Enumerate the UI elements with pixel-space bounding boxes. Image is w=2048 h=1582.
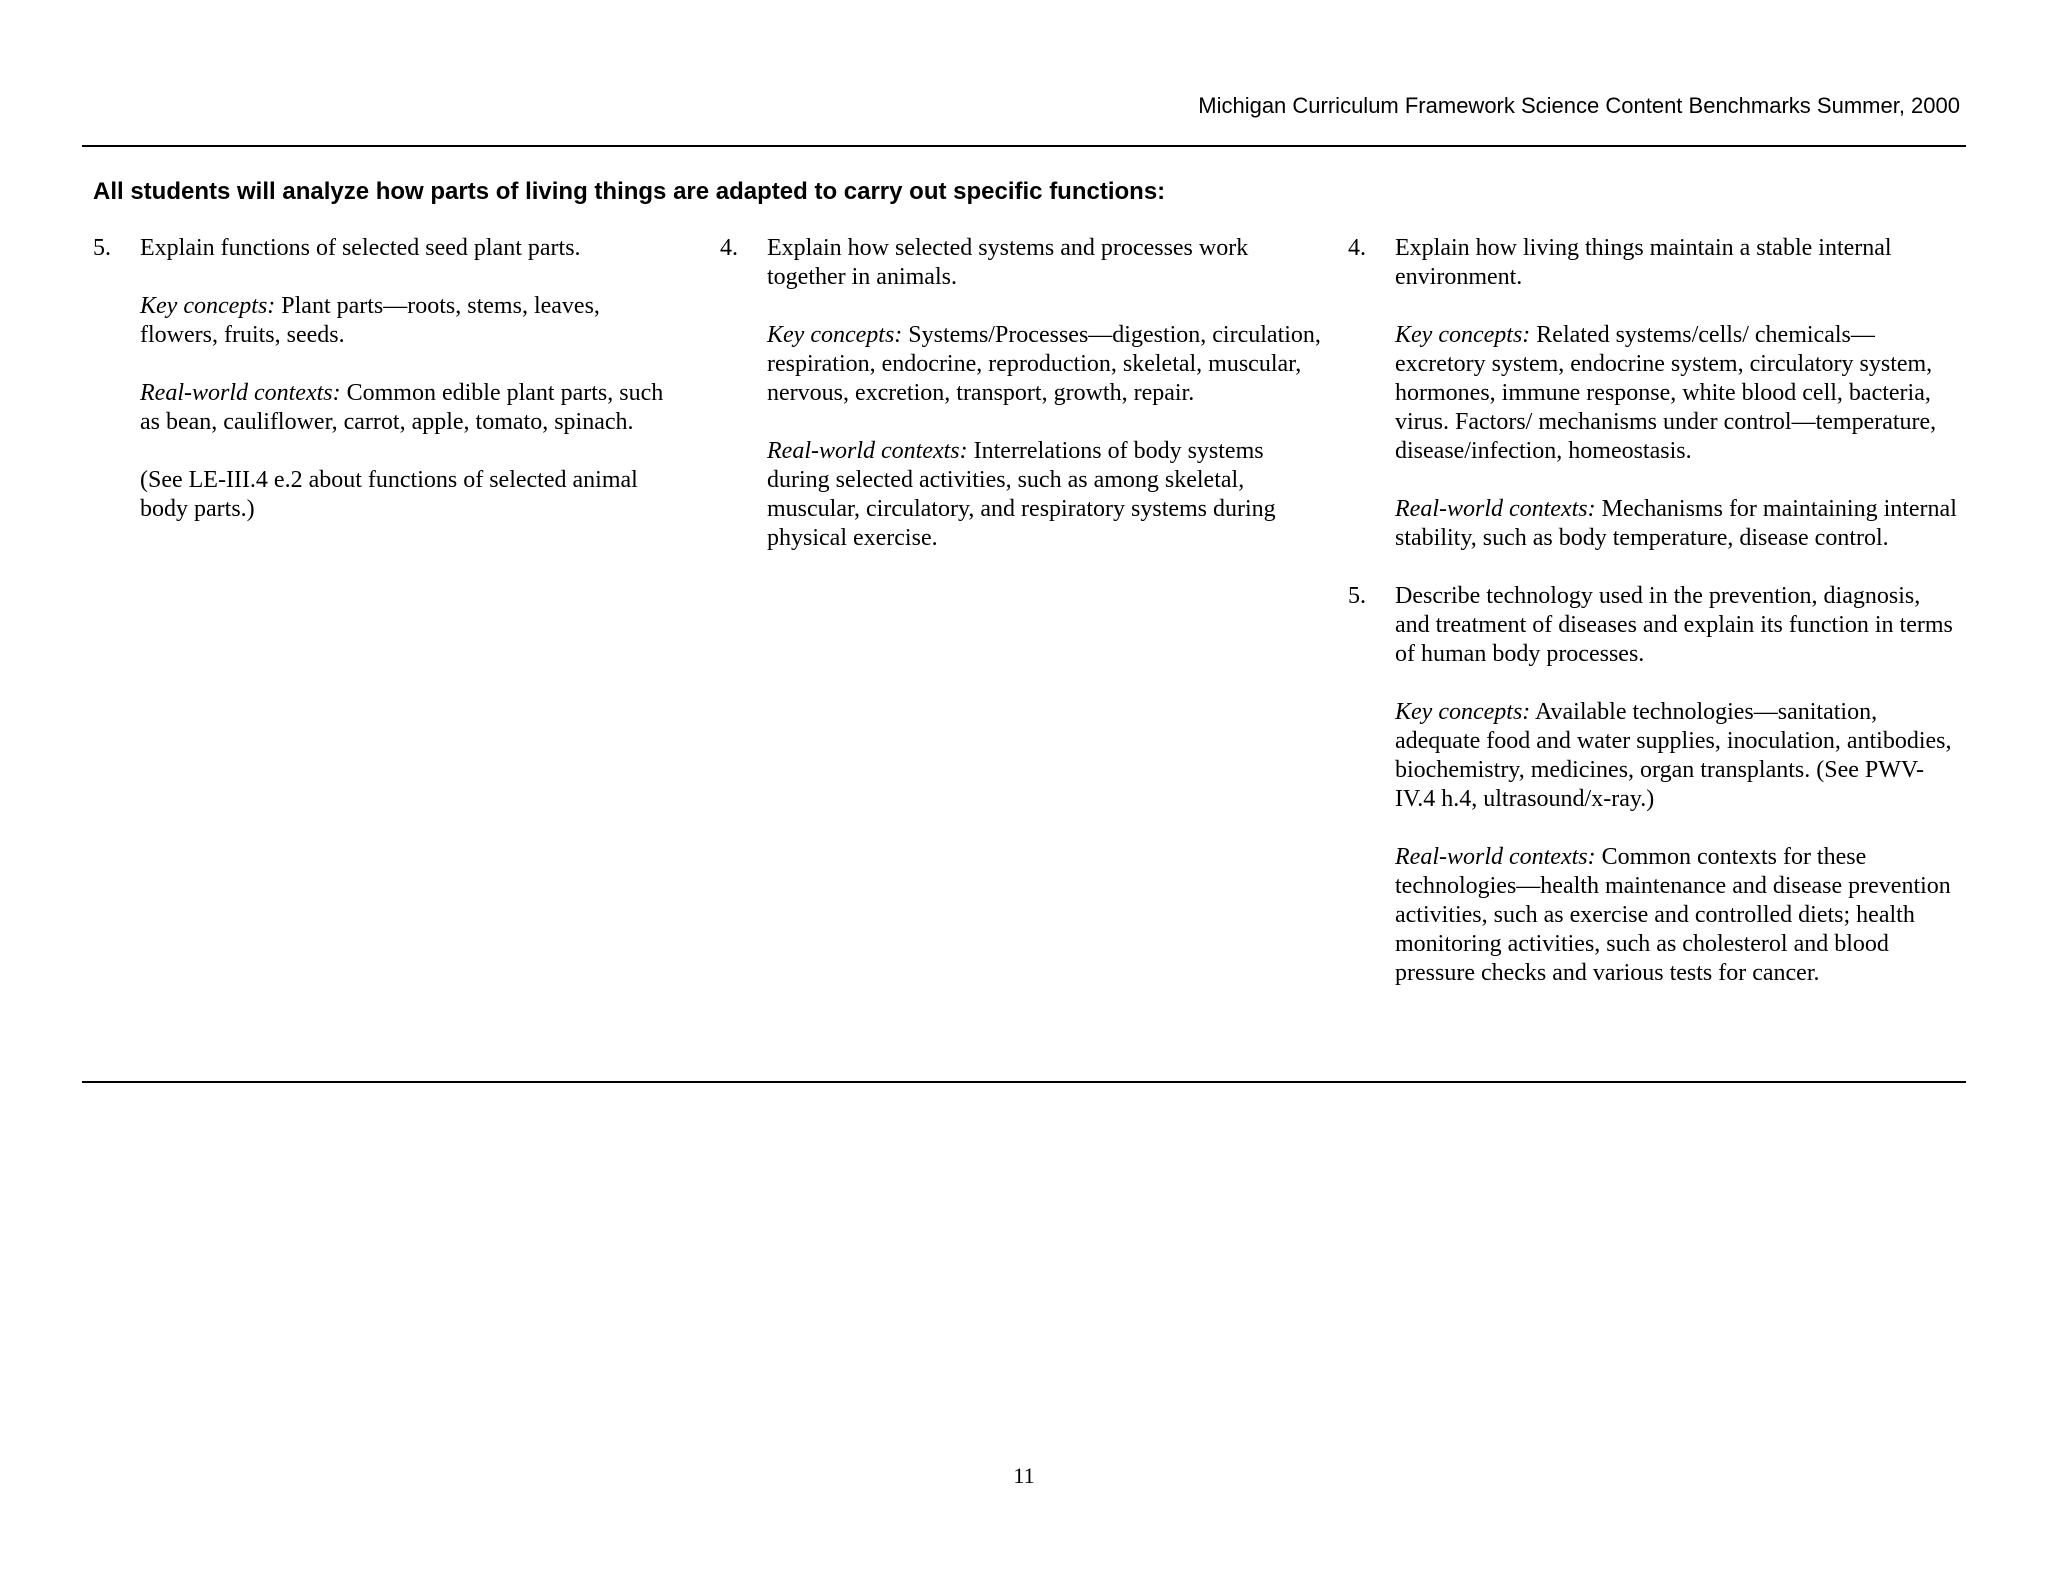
benchmark-column-2: [720, 234, 1324, 582]
benchmark-item: [93, 234, 683, 524]
key-concepts-text: Available technologies—sanitation, adequate food and water supplies, inoculation, antibodies, biochemistry, medicines, organ transplants. (See PWV-IV.4 h.4, ultrasound/x-ray.): [1395, 699, 1952, 812]
key-concepts-label: Key concepts:: [767, 322, 903, 348]
page-number: 11: [1013, 1463, 1035, 1488]
document-header: Michigan Curriculum Framework Science Content Benchmarks Summer, 2000: [1198, 93, 1960, 118]
benchmark-item: [720, 234, 1324, 553]
key-concepts-text: Related systems/cells/ chemicals—excretory system, endocrine system, circulatory system, hormones, immune response, white blood cell, bacteria, virus. Factors/ mechanisms under control—temperature, disease/infection, homeostasis.: [1395, 322, 1937, 464]
key-concepts: [1395, 321, 1958, 466]
bottom-divider: [82, 1081, 1966, 1083]
key-concepts-label: Key concepts:: [140, 293, 276, 319]
item-statement: Explain how selected systems and processes work together in animals.: [767, 235, 1249, 290]
benchmark-item: [1348, 234, 1958, 553]
item-number: 5.: [93, 235, 111, 261]
benchmark-column-3: [1348, 234, 1958, 1017]
real-world-contexts-text: Common contexts for these technologies—health maintenance and disease prevention activities, such as exercise and controlled diets; health monitoring activities, such as cholesterol and blood pressure checks and various tests for cancer.: [1395, 844, 1951, 986]
item-number: 4.: [720, 235, 738, 261]
key-concepts: [767, 321, 1324, 408]
key-concepts-text: Systems/Processes—digestion, circulation, respiration, endocrine, reproduction, skeletal, muscular, nervous, excretion, transport, growth, repair.: [767, 322, 1321, 406]
real-world-contexts: [140, 379, 683, 437]
item-number: 4.: [1348, 235, 1366, 261]
key-concepts-label: Key concepts:: [1395, 322, 1531, 348]
benchmark-item: [1348, 582, 1958, 988]
real-world-contexts: [767, 437, 1324, 553]
item-statement: Explain how living things maintain a stable internal environment.: [1395, 235, 1892, 290]
real-world-contexts-label: Real-world contexts:: [140, 380, 341, 406]
real-world-contexts-label: Real-world contexts:: [1395, 844, 1596, 870]
real-world-contexts-text: Common edible plant parts, such as bean, cauliflower, carrot, apple, tomato, spinach.: [140, 380, 664, 435]
benchmark-column-1: [93, 234, 683, 553]
section-heading: All students will analyze how parts of living things are adapted to carry out specific functions:: [93, 178, 1166, 205]
cross-reference-note: (See LE-III.4 e.2 about functions of selected animal body parts.): [140, 467, 638, 522]
key-concepts-text: Plant parts—roots, stems, leaves, flowers, fruits, seeds.: [140, 293, 600, 348]
real-world-contexts-label: Real-world contexts:: [1395, 496, 1596, 522]
item-number: 5.: [1348, 583, 1366, 609]
real-world-contexts: [1395, 495, 1958, 553]
item-statement: Describe technology used in the prevention, diagnosis, and treatment of diseases and explain its function in terms of human body processes.: [1395, 583, 1953, 667]
real-world-contexts: [1395, 843, 1958, 988]
real-world-contexts-text: Mechanisms for maintaining internal stability, such as body temperature, disease control.: [1395, 496, 1957, 551]
item-statement: Explain functions of selected seed plant parts.: [140, 235, 581, 261]
key-concepts: [1395, 698, 1958, 814]
top-divider: [82, 145, 1966, 147]
real-world-contexts-text: Interrelations of body systems during selected activities, such as among skeletal, muscular, circulatory, and respiratory systems during physical exercise.: [767, 438, 1276, 551]
key-concepts-label: Key concepts:: [1395, 699, 1531, 725]
key-concepts: [140, 292, 683, 350]
real-world-contexts-label: Real-world contexts:: [767, 438, 968, 464]
